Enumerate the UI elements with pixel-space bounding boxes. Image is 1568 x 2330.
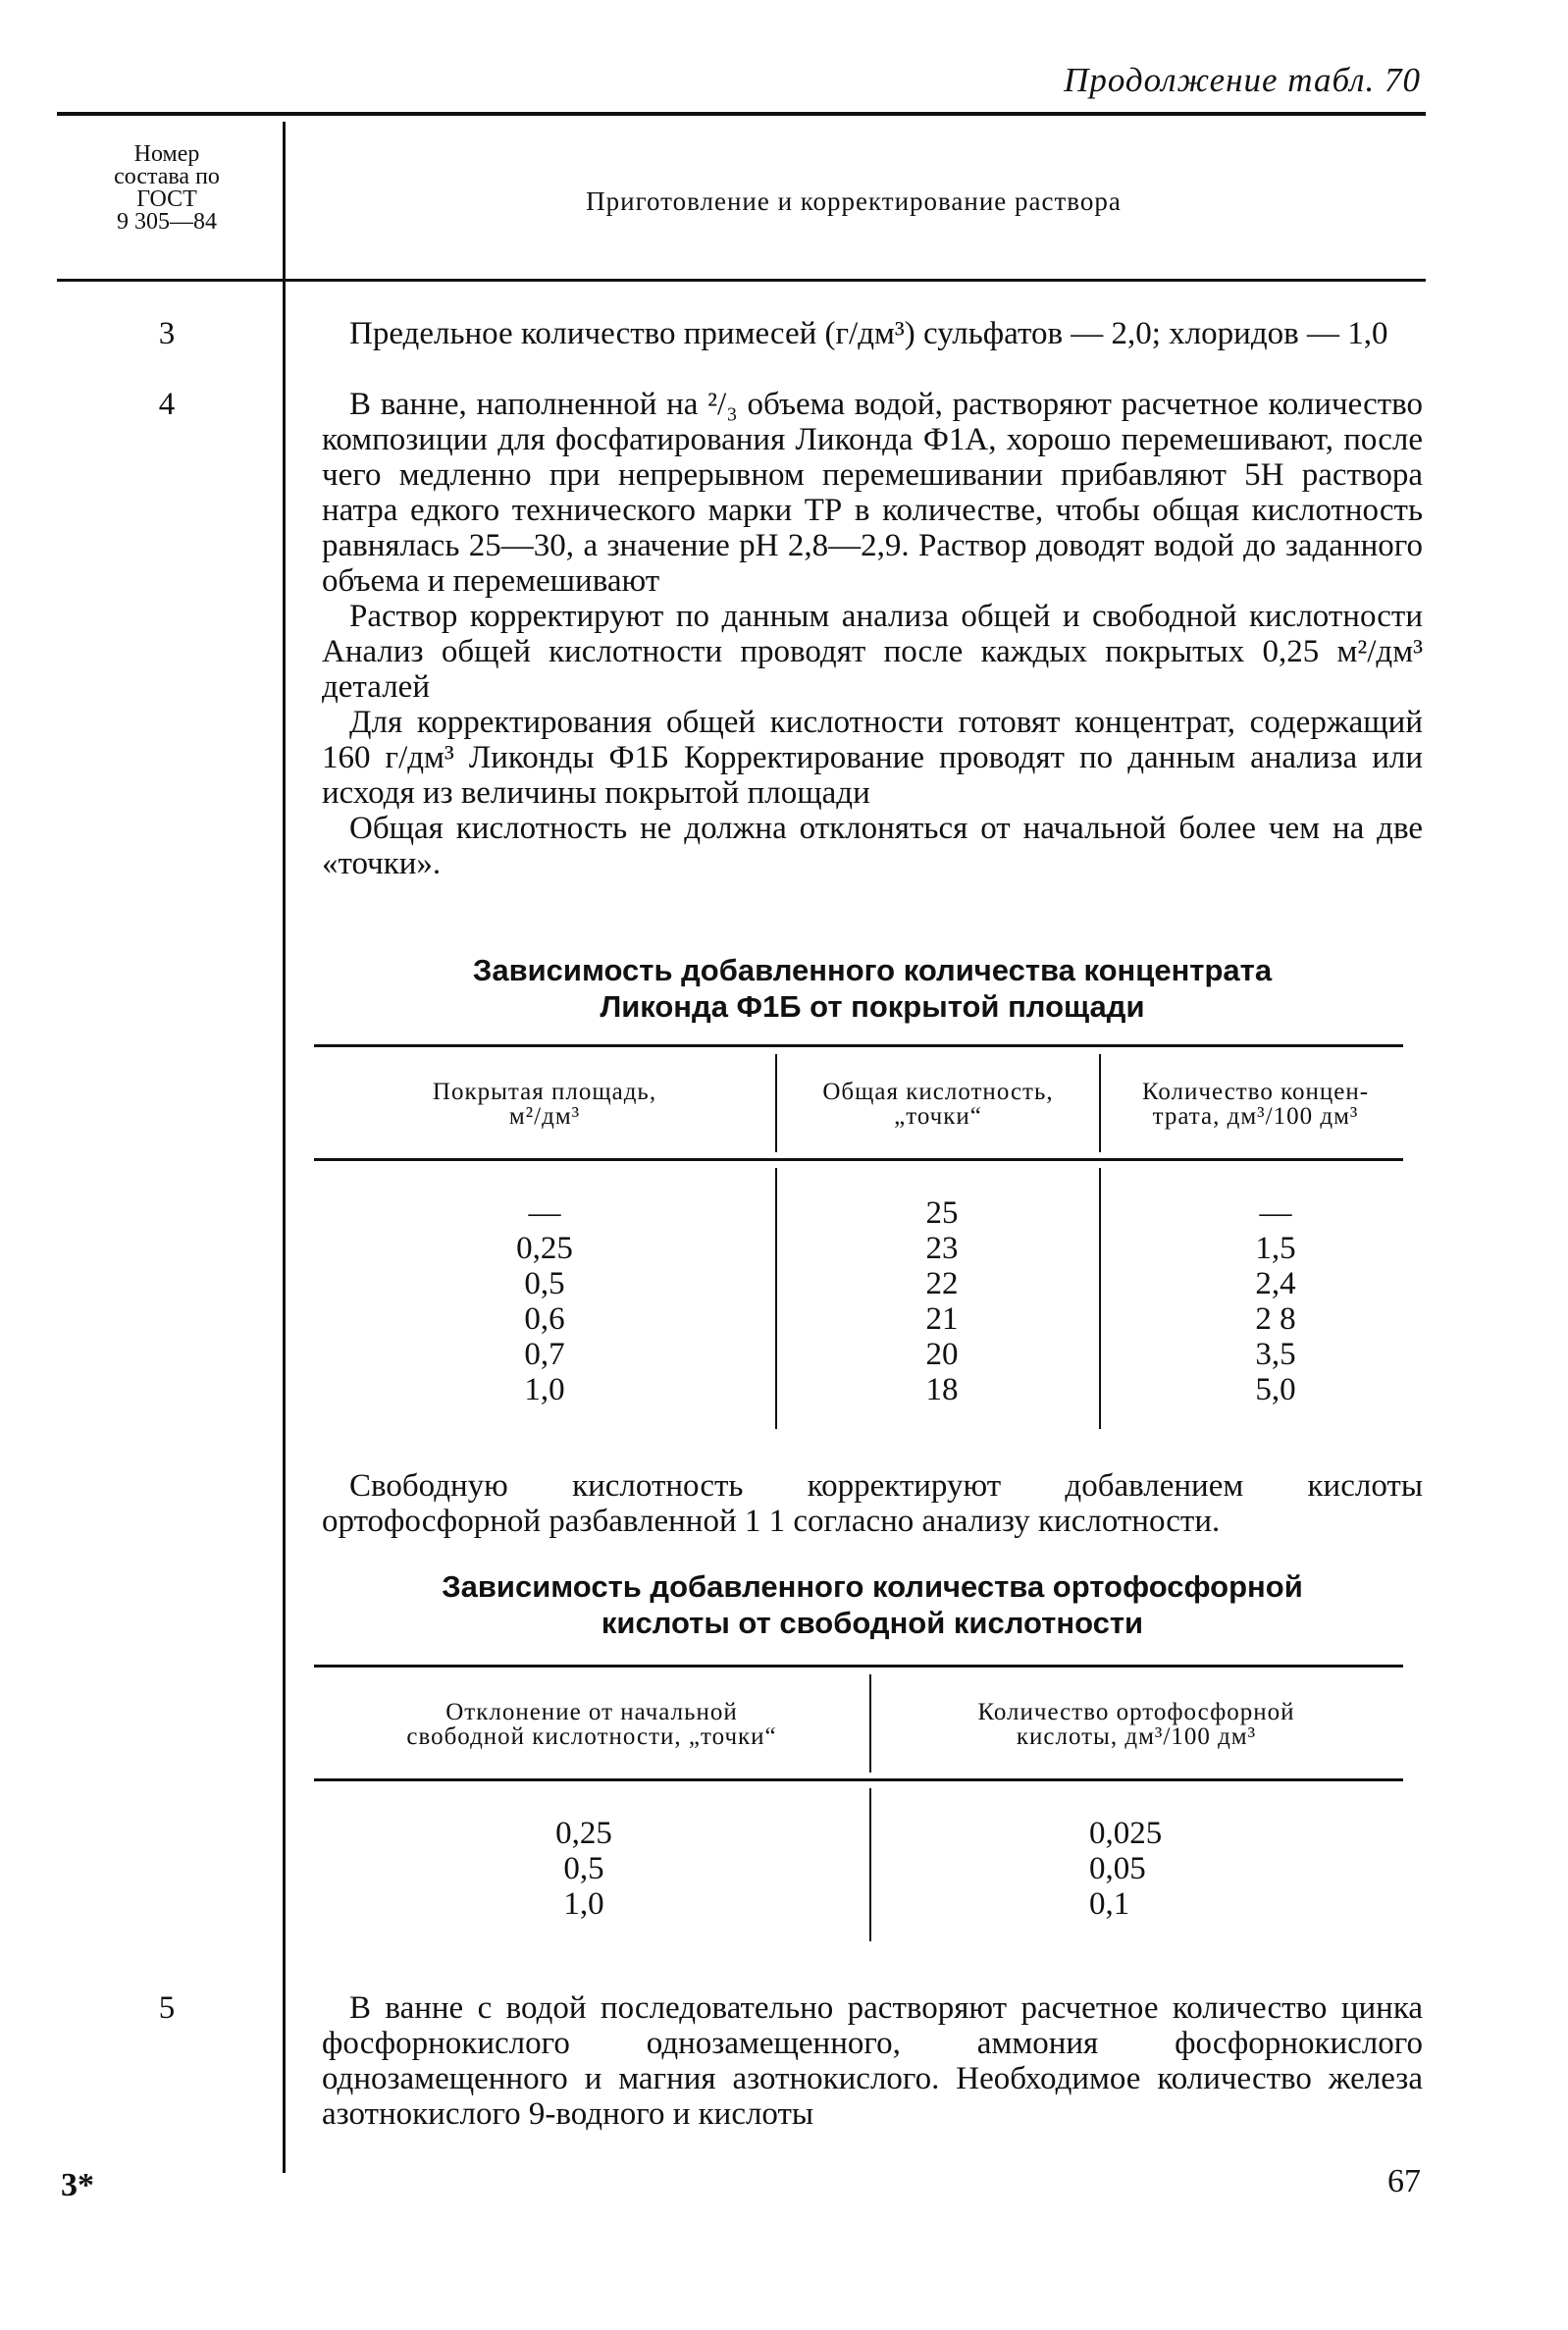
between-tables-text: Свободную кислотность корректируют добавлением кислоты ортофосфорной разбавленной 1 1 согласно анализу кислотности. [322, 1468, 1423, 1539]
table-cell: 0,05 [1089, 1851, 1146, 1886]
row-4-paragraph: Общая кислотность не должна отклоняться от начальной более чем на две «точки». [322, 811, 1423, 881]
table1-header-area: Покрытая площадь, м²/дм³ [432, 1079, 657, 1130]
table-cell: 1,0 [563, 1886, 604, 1922]
table-cell: 0,7 [524, 1337, 565, 1372]
table1-header-rule [314, 1158, 1403, 1161]
table1-header-acidity: Общая кислотность, „точки“ [822, 1079, 1054, 1130]
row-number-3: 3 [158, 316, 176, 351]
table-cell: 2 8 [1255, 1301, 1296, 1337]
table-cell: 18 [925, 1372, 959, 1407]
table2-divider-body [869, 1788, 871, 1941]
table1-divider-2-body [1099, 1168, 1101, 1429]
table-cell: 25 [925, 1195, 959, 1231]
table2-caption: Зависимость добавленного количества ортофосфорной кислоты от свободной кислотности [442, 1569, 1303, 1640]
header-top-rule [57, 112, 1426, 116]
table-cell: 1,5 [1255, 1231, 1296, 1266]
table-cell: — [1259, 1195, 1292, 1231]
table-cell: 0,6 [524, 1301, 565, 1337]
table1-column-acidity [863, 1195, 1020, 1407]
table-cell: 0,25 [555, 1816, 612, 1851]
table-cell: 0,5 [524, 1266, 565, 1301]
row-number-5: 5 [158, 1990, 176, 2026]
signature-mark: 3* [61, 2167, 94, 2203]
column-header-number: Номер состава по ГОСТ 9 305—84 [114, 141, 220, 235]
table-cell: 0,25 [516, 1231, 573, 1266]
table1-divider-1-body [775, 1168, 777, 1429]
table1-top-rule [314, 1044, 1403, 1047]
row-4-text [322, 387, 1423, 881]
table-cell: 0,025 [1089, 1816, 1163, 1851]
table-cell: 22 [925, 1266, 959, 1301]
table1-header-concentrate: Количество концен- трата, дм³/100 дм³ [1141, 1079, 1370, 1130]
row-4-paragraph: Для корректирования общей кислотности готовят концентрат, содержащий 160 г/дм³ Ликонды Ф1Б Корректирование проводят по данным анализа или исходя из величины покрытой площади [322, 705, 1423, 811]
table1-column-area [461, 1195, 628, 1407]
table-cell: 21 [925, 1301, 959, 1337]
table-cell: 1,0 [524, 1372, 565, 1407]
page-number: 67 [1387, 2163, 1421, 2199]
table-cell: 23 [925, 1231, 959, 1266]
continuation-title: Продолжение табл. 70 [1064, 61, 1421, 99]
row-4-paragraph: Раствор корректируют по данным анализа общей и свободной кислотности Анализ общей кислотности проводят после каждых покрытых 0,25 м²/дм³ деталей [322, 599, 1423, 705]
table-cell: 0,5 [563, 1851, 604, 1886]
table2-header-deviation: Отклонение от начальной свободной кислотности, „точки“ [406, 1699, 777, 1750]
column-divider [283, 122, 286, 2173]
row-5-text: В ванне с водой последовательно растворяют расчетное количество цинка фосфорнокислого однозамещенного, аммония фосфорнокислого однозамещенного и магния азотнокислого. Необходимое количество железа азотнокислого 9-водного и кислоты [322, 1990, 1423, 2132]
table2-header-acid: Количество ортофосфорной кислоты, дм³/100 дм³ [977, 1699, 1295, 1750]
row-4-paragraph: В ванне, наполненной на ²/₃ объема водой, растворяют расчетное количество композиции для фосфатирования Ликонда Ф1А, хорошо перемешивают, после чего медленно при непрерывном перемешивании прибавляют 5Н раствора натра едкого технического марки ТР в количестве, чтобы общая кислотность равнялась 25—30, а значение рН 2,8—2,9. Раствор доводят водой до заданного объема и перемешивают [322, 387, 1423, 599]
table-cell: 5,0 [1255, 1372, 1296, 1407]
table2-column-acid [1089, 1816, 1236, 1922]
row-3-text: Предельное количество примесей (г/дм³) сульфатов — 2,0; хлоридов — 1,0 [349, 316, 1388, 351]
table1-column-concentrate [1197, 1195, 1354, 1407]
table2-header-rule [314, 1778, 1403, 1781]
table-cell: 3,5 [1255, 1337, 1296, 1372]
table-cell: 20 [925, 1337, 959, 1372]
table1-caption: Зависимость добавленного количества концентрата Ликонда Ф1Б от покрытой площади [472, 953, 1273, 1024]
table-cell: 0,1 [1089, 1886, 1130, 1922]
table-cell: 2,4 [1255, 1266, 1296, 1301]
header-bottom-rule [57, 279, 1426, 282]
table2-column-deviation [500, 1816, 667, 1922]
table-cell: — [528, 1195, 561, 1231]
table2-top-rule [314, 1665, 1403, 1668]
row-number-4: 4 [158, 387, 176, 422]
column-header-preparation: Приготовление и корректирование раствора [586, 186, 1122, 216]
